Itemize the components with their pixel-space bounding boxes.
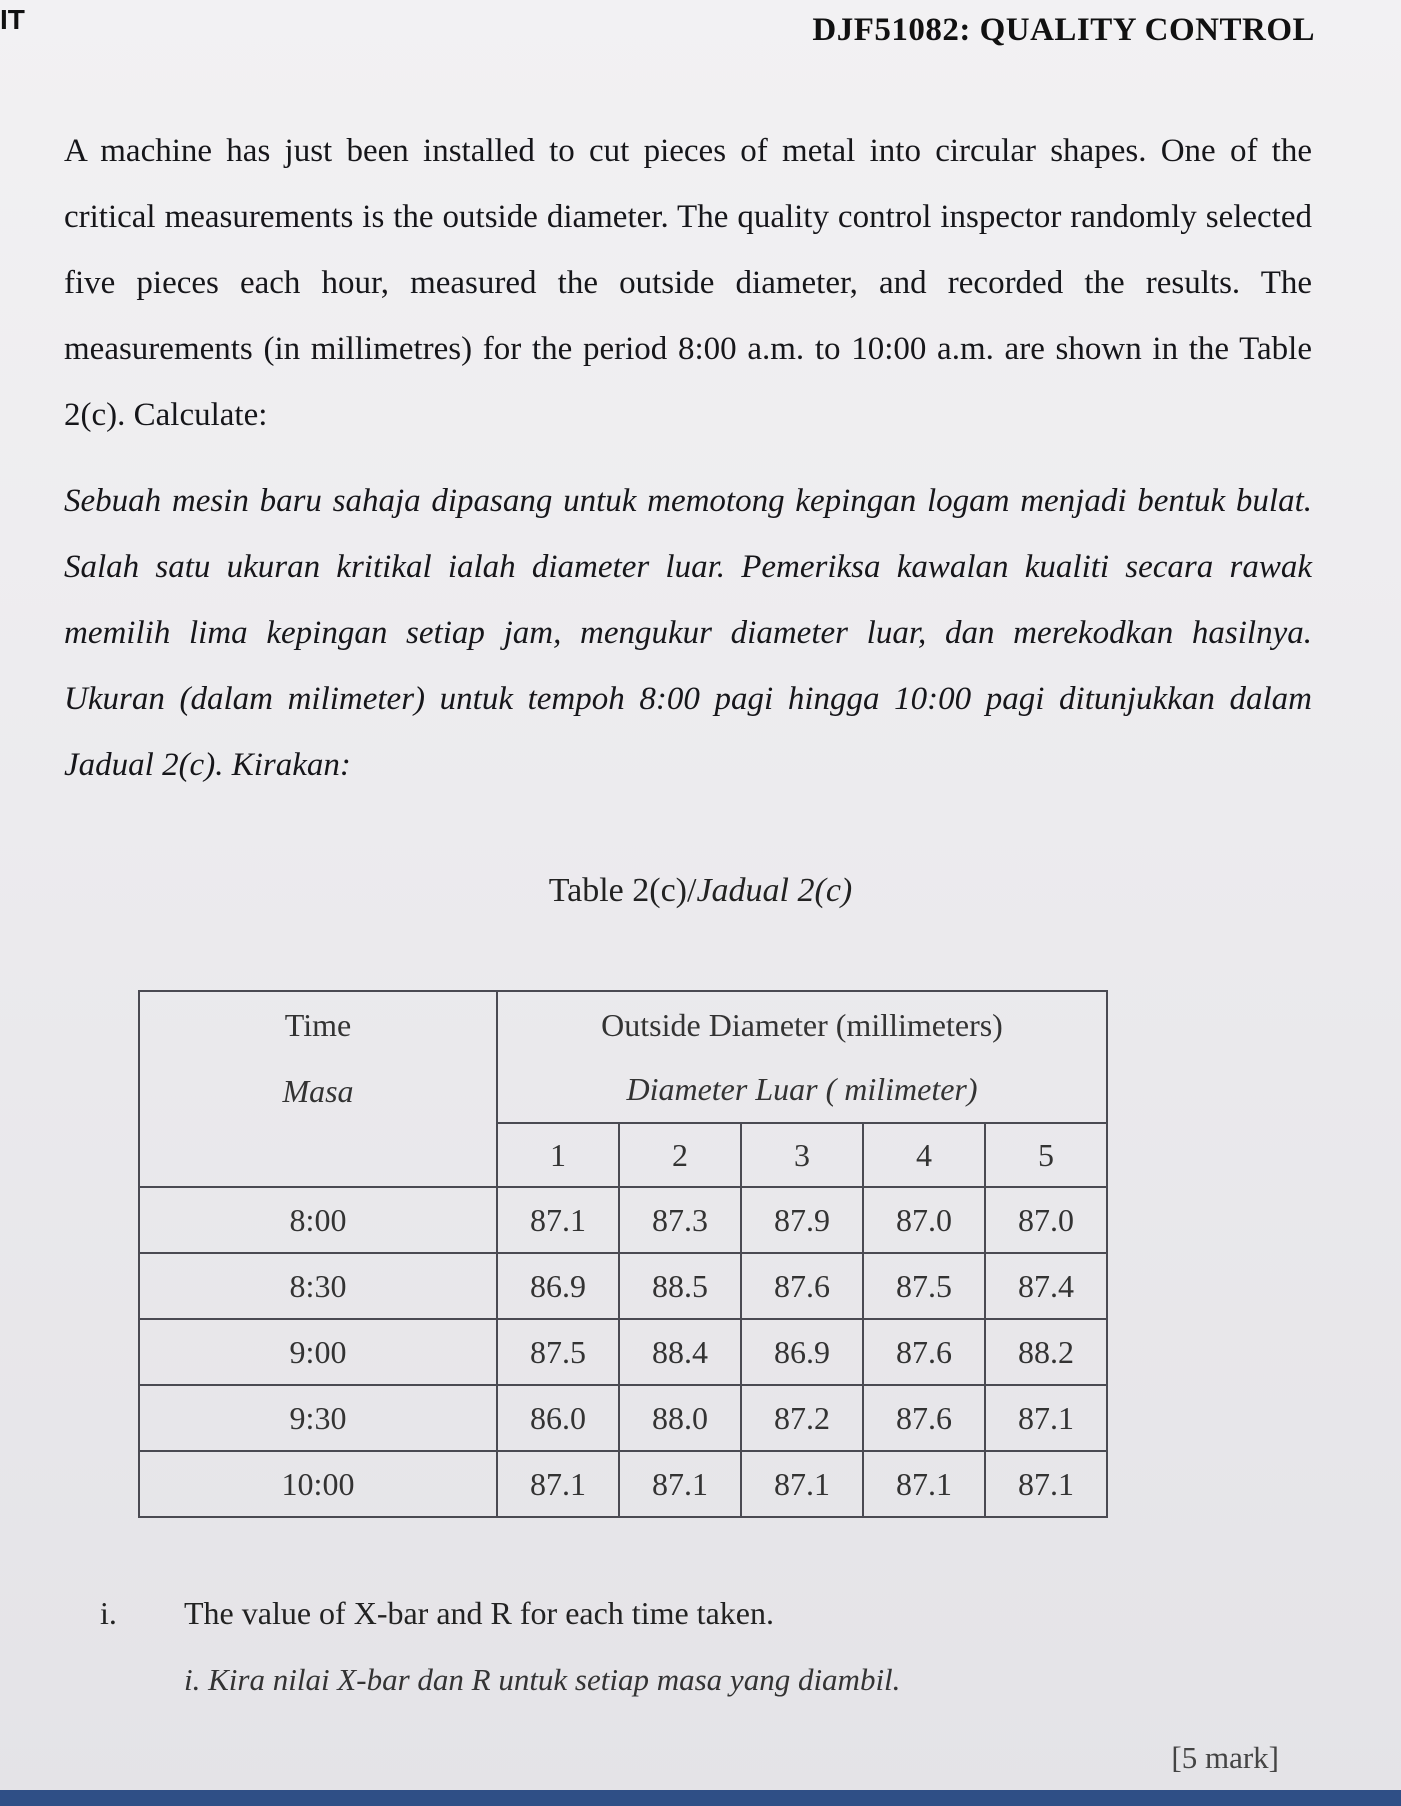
cell-value: 87.6	[741, 1253, 863, 1319]
sample-col-4: 4	[863, 1123, 985, 1187]
cell-value: 87.6	[863, 1319, 985, 1385]
table-caption-ms: Jadual 2(c)	[696, 872, 853, 909]
cell-value: 87.1	[497, 1187, 619, 1253]
cell-value: 87.1	[863, 1451, 985, 1517]
od-label-en: Outside Diameter (millimeters)	[601, 1007, 1003, 1043]
paragraph-english: A machine has just been installed to cut pieces of metal into circular shapes. One of the critical measurements is the outside diameter. The quality control inspector randomly selected five pieces each hour, measured the outside diameter, and recorded the results. The measurements (in millimetres) for the period 8:00 a.m. to 10:00 a.m. are shown in the Table 2(c). Calculate:	[64, 133, 1312, 433]
table-row	[139, 1451, 1107, 1517]
time-label-en: Time	[284, 1007, 352, 1043]
row-time: 8:30	[139, 1253, 497, 1319]
table-header-row	[139, 991, 1107, 1123]
cell-value: 87.1	[741, 1451, 863, 1517]
corner-fragment-text: IT	[0, 4, 25, 35]
cell-value: 87.1	[985, 1451, 1107, 1517]
cell-value: 87.1	[985, 1385, 1107, 1451]
marks-label: [5 mark]	[1171, 1740, 1279, 1775]
question-malay: i. Kira nilai X-bar dan R untuk setiap masa yang diambil.	[184, 1662, 901, 1697]
question-text-en: The value of X-bar and R for each time taken.	[184, 1595, 774, 1631]
table-caption	[0, 872, 1401, 910]
table-row	[139, 1385, 1107, 1451]
cell-value: 88.4	[619, 1319, 741, 1385]
cell-value: 87.4	[985, 1253, 1107, 1319]
cell-value: 87.3	[619, 1187, 741, 1253]
row-time: 8:00	[139, 1187, 497, 1253]
cell-value: 87.1	[497, 1451, 619, 1517]
od-label-ms: Diameter Luar ( milimeter)	[626, 1071, 978, 1107]
sample-col-1: 1	[497, 1123, 619, 1187]
cell-value: 88.5	[619, 1253, 741, 1319]
table-caption-en: Table 2(c)/	[548, 872, 697, 909]
outside-diameter-header	[497, 991, 1107, 1123]
sample-col-3: 3	[741, 1123, 863, 1187]
cell-value: 87.6	[863, 1385, 985, 1451]
cell-value: 87.9	[741, 1187, 863, 1253]
cell-value: 86.9	[741, 1319, 863, 1385]
table-row	[139, 1187, 1107, 1253]
course-header: DJF51082: QUALITY CONTROL	[812, 12, 1315, 48]
row-time: 10:00	[139, 1451, 497, 1517]
cell-value: 87.0	[985, 1187, 1107, 1253]
cell-value: 87.5	[497, 1319, 619, 1385]
cell-value: 88.2	[985, 1319, 1107, 1385]
time-label-ms: Masa	[282, 1073, 354, 1109]
question-number: i.	[100, 1595, 117, 1631]
time-column-header	[139, 991, 497, 1187]
cell-value: 87.5	[863, 1253, 985, 1319]
cell-value: 87.0	[863, 1187, 985, 1253]
bottom-edge-bar	[0, 1790, 1401, 1806]
cell-value: 86.0	[497, 1385, 619, 1451]
cell-value: 88.0	[619, 1385, 741, 1451]
row-time: 9:30	[139, 1385, 497, 1451]
table-row	[139, 1253, 1107, 1319]
cell-value: 87.2	[741, 1385, 863, 1451]
paragraph-malay: Sebuah mesin baru sahaja dipasang untuk memotong kepingan logam menjadi bentuk bulat. Salah satu ukuran kritikal ialah diameter luar. Pemeriksa kawalan kualiti secara rawak memilih lima kepingan setiap jam, mengukur diameter luar, dan merekodkan hasilnya. Ukuran (dalam milimeter) untuk tempoh 8:00 pagi hingga 10:00 pagi ditunjukkan dalam Jadual 2(c). Kirakan:	[64, 483, 1312, 783]
measurements-table	[138, 990, 1108, 1518]
sample-col-5: 5	[985, 1123, 1107, 1187]
sample-col-2: 2	[619, 1123, 741, 1187]
cell-value: 87.1	[619, 1451, 741, 1517]
question-english	[100, 1595, 774, 1632]
row-time: 9:00	[139, 1319, 497, 1385]
cell-value: 86.9	[497, 1253, 619, 1319]
table-row	[139, 1319, 1107, 1385]
